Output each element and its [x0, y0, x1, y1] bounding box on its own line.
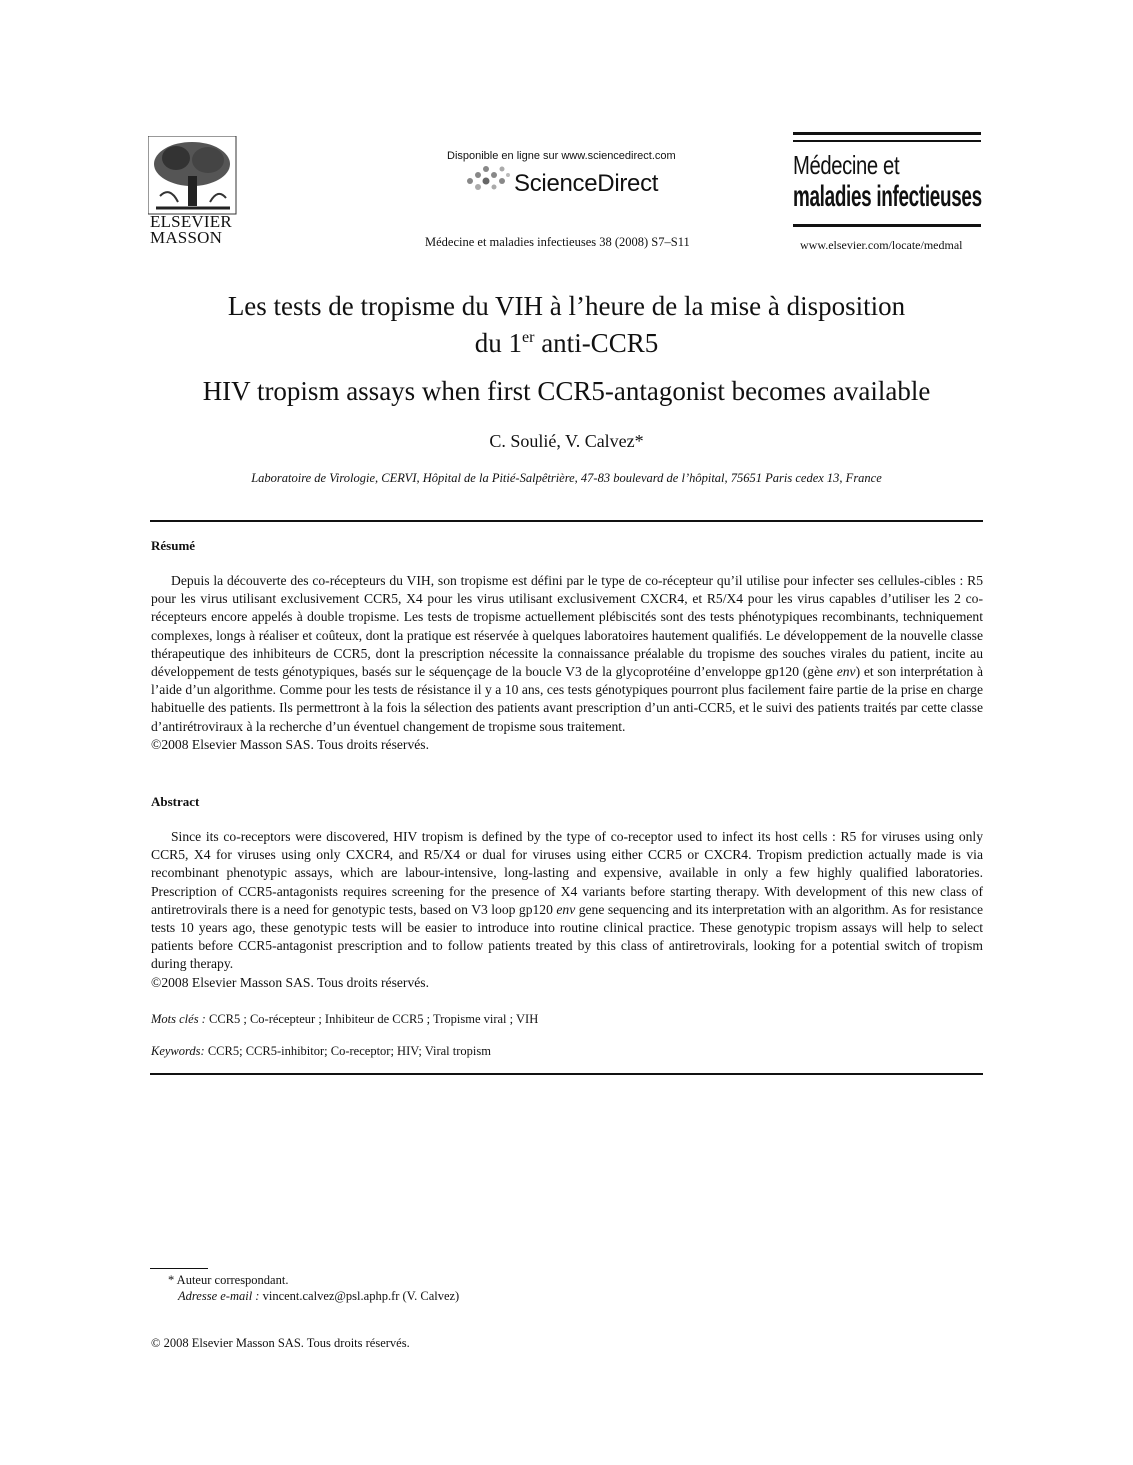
resume-heading: Résumé: [151, 538, 196, 553]
sciencedirect-logo-icon: [462, 163, 512, 195]
affiliation: Laboratoire de Virologie, CERVI, Hôpital de la Pitié-Salpêtrière, 47-83 boulevard de l’hôpital, 75651 Paris cedex 13, France: [251, 471, 882, 485]
abstract-copyright: ©2008 Elsevier Masson SAS. Tous droits réservés.: [151, 974, 429, 990]
abstract-heading: Abstract: [151, 794, 200, 809]
keywords-french: Mots clés : CCR5 ; Co-récepteur ; Inhibiteur de CCR5 ; Tropisme viral ; VIH: [151, 1012, 539, 1026]
journal-url[interactable]: www.elsevier.com/locate/medmal: [800, 238, 963, 252]
abstract-body: [151, 828, 983, 992]
resume-paragraph: Depuis la découverte des co-récepteurs du VIH, son tropisme est défini par le type de co-récepteur qu’il utilise pour infecter ses cellules-cibles : R5 pour les virus utilisant exclusivement CCR5, X4 pour les virus utilisant exclusivement CXCR4, et R5/X4 pour les virus capables d’utiliser les 2 co-récepteurs encore appelés à double tropisme. Les tests de tropisme actuellement plébiscités sont des tests phénotypiques recombinants, techniquement complexes, longs à réaliser et coûteux, dont la pratique est réservée à quelques laboratoires hautement qualifiés. Le développement de la nouvelle classe thérapeutique des inhibiteurs de CCR5, dont la prescription nécessite la connaissance préalable du tropisme des souches virales du patient, incite au développement de tests génotypiques, basés sur le séquençage de la boucle V3 de la glycoprotéine d’enveloppe gp120 (gène env) et son interprétation à l’aide d’un algorithme. Comme pour les tests de résistance il y a 10 ans, ces tests génotypiques pourront plus facilement faire partie de la prise en charge habituelle des patients. Ils permettront à la fois la sélection des patients avant prescription d’un anti-CCR5, et le suivi des patients traités par cette classe d’antirétroviraux à la recherche d’un éventuel changement de tropisme sous traitement.: [151, 573, 983, 734]
journal-name-line1: Médecine et: [793, 150, 900, 180]
sciencedirect-availability[interactable]: Disponible en ligne sur www.sciencedirect.com: [447, 150, 676, 162]
sciencedirect-wordmark: ScienceDirect: [514, 170, 659, 197]
page-copyright: © 2008 Elsevier Masson SAS. Tous droits réservés.: [151, 1336, 410, 1350]
resume-copyright: ©2008 Elsevier Masson SAS. Tous droits réservés.: [151, 736, 429, 752]
title-french-line1: Les tests de tropisme du VIH à l’heure de la mise à disposition: [227, 291, 906, 321]
masthead-rule-bottom: [793, 224, 981, 227]
abstract-paragraph: Since its co-receptors were discovered, HIV tropism is defined by the type of co-receptor used to infect its host cells : R5 for viruses using only CCR5, X4 for viruses using only CXCR4, and R5/X4 or dual for viruses using either CCR5 or CXCR4. Tropism prediction actually made is via recombinant phenotypic assays, which are labour-intensive, long-lasting and expensive, available in only a few highly qualified laboratories. Prescription of CCR5-antagonists requires screening for the presence of X4 variants before starting therapy. With development of this new class of antiretrovirals there is a need for genotypic tests, based on V3 loop gp120 env gene sequencing and its interpretation with an algorithm. As for resistance tests 10 years ago, these genotypic tests will be easier to introduce into routine clinical practice. These genotypic tropism assays will help to select patients before CCR5-antagonist prescription and to follow patients treated by this class of antiretrovirals, looking for a potential switch of tropism during therapy.: [151, 829, 983, 972]
resume-body: [151, 572, 983, 754]
journal-name-line2: maladies infectieuses: [793, 180, 982, 213]
journal-citation: Médecine et maladies infectieuses 38 (2008) S7–S11: [425, 235, 690, 249]
abstract-top-rule: [150, 520, 983, 522]
footnote-corresponding: * Auteur correspondant.: [168, 1273, 289, 1287]
title-french: [0, 290, 1133, 359]
footnote-rule: [150, 1268, 208, 1269]
masthead-rule-second: [793, 140, 981, 142]
publisher-imprint: MASSON: [150, 228, 223, 247]
publisher-name: ELSEVIER: [150, 212, 232, 231]
title-french-line2: du 1er anti-CCR5: [474, 328, 659, 358]
title-english: HIV tropism assays when first CCR5-antagonist becomes available: [202, 376, 931, 406]
authors: C. Soulié, V. Calvez*: [489, 431, 644, 451]
email-link[interactable]: vincent.calvez@psl.aphp.fr (V. Calvez): [262, 1289, 460, 1303]
footnote-email: Adresse e-mail : vincent.calvez@psl.aphp.fr (V. Calvez): [178, 1289, 460, 1303]
abstract-bottom-rule: [150, 1073, 983, 1075]
masthead-rule-top: [793, 132, 981, 135]
keywords-english: Keywords: CCR5; CCR5-inhibitor; Co-receptor; HIV; Viral tropism: [151, 1044, 491, 1058]
